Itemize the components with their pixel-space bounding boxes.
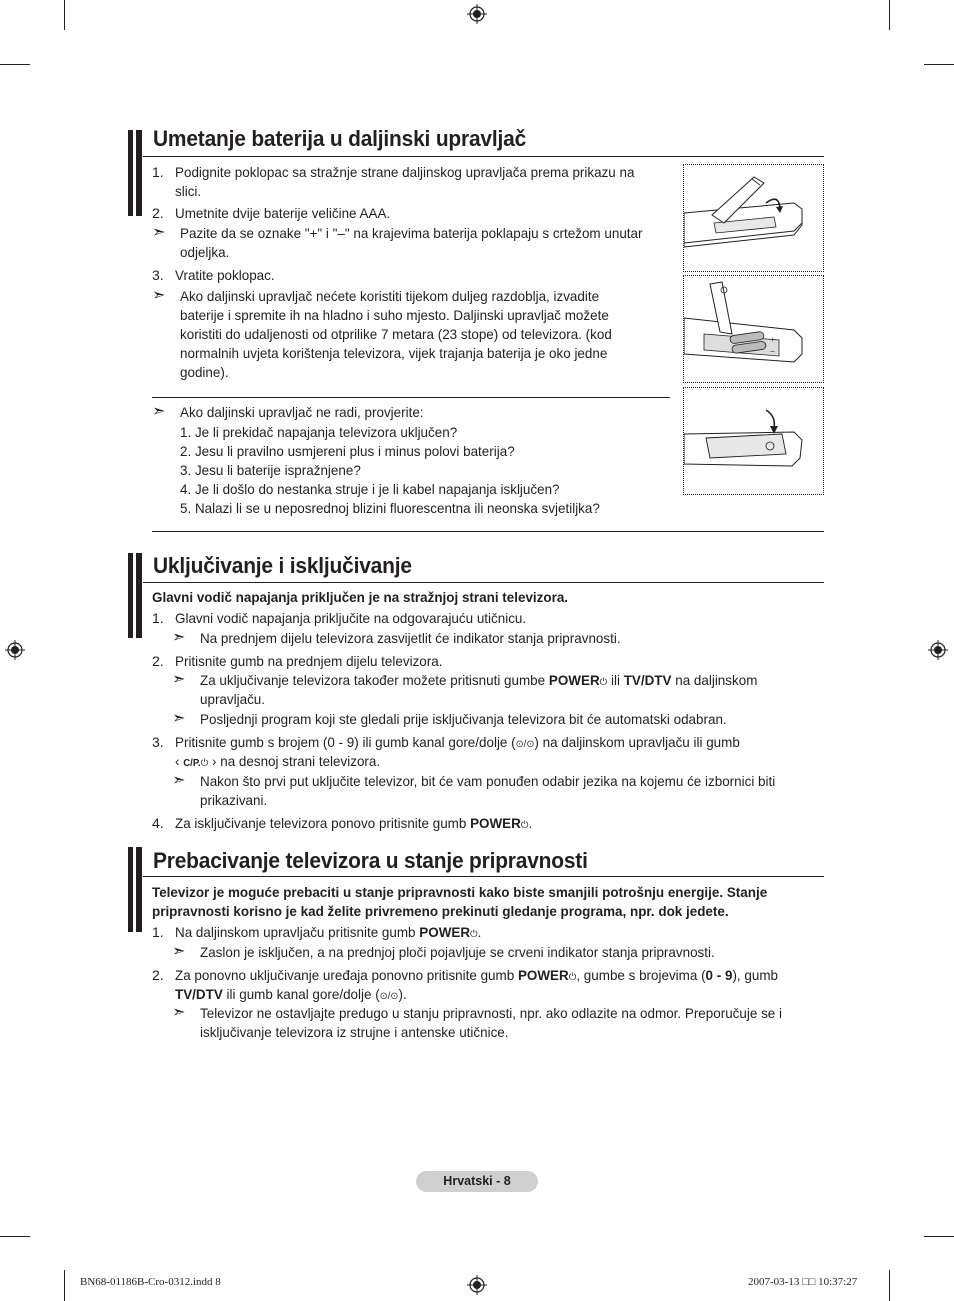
remote-cover-close-illustration [683, 387, 824, 495]
remote-cover-open-illustration [683, 164, 824, 272]
channel-up-down-icon: ⊙/⊙ [515, 739, 535, 750]
divider [152, 531, 824, 532]
section-marker [128, 847, 142, 932]
step-text-part: ili gumb kanal gore/dolje ( [222, 986, 380, 1002]
tv-dtv-button-label: TV/DTV [175, 986, 223, 1002]
step-number: 3. [152, 267, 164, 283]
step-text: Umetnite dvije baterije veličine AAA. [175, 205, 391, 221]
step-text-part: Pritisnite gumb s brojem (0 - 9) ili gumb kanal gore/dolje ( [175, 734, 516, 750]
step-number: 2. [152, 653, 164, 669]
chevron-right-icon: › [212, 753, 217, 769]
section-rule [143, 582, 824, 583]
page-number-badge: Hrvatski - 8 [416, 1171, 538, 1192]
note-arrow-icon: ➣ [172, 943, 186, 960]
section-title: Prebacivanje televizora u stanje pripravnosti [153, 848, 588, 873]
tv-dtv-button-label: TV/DTV [623, 672, 672, 688]
note-arrow-icon: ➣ [152, 403, 166, 420]
step-number: 4. [152, 815, 164, 831]
check-item: 2. Jesu li pravilno usmjereni plus i minus polovi baterija? [180, 443, 515, 459]
crop-mark [64, 0, 65, 30]
section-intro: Glavni vodič napajanja priključen je na stražnjoj strani televizora. [152, 589, 569, 605]
step-text-part: Na daljinskom upravljaču pritisnite gumb [175, 924, 420, 940]
power-button-label: POWER [419, 924, 471, 940]
step-text [175, 966, 778, 987]
note-arrow-icon: ➣ [172, 671, 186, 688]
note-text: baterije i spremite ih na hladno i suho mjesto. Daljinski upravljač možete [180, 307, 609, 323]
registration-mark-icon [928, 640, 948, 660]
note-arrow-icon: ➣ [152, 287, 166, 304]
power-icon: ⏻ [599, 677, 608, 688]
crop-mark [889, 1270, 890, 1301]
note-arrow-icon: ➣ [172, 629, 186, 646]
step-number: 1. [152, 924, 164, 940]
note-text: normalnih uvjeta korištenja televizora, vijek trajanja baterija je oko jedne [180, 345, 608, 361]
crop-mark [889, 0, 890, 30]
step-number: 2. [152, 967, 164, 983]
step-text-part: ), gumb [732, 967, 779, 983]
note-text: godine). [180, 364, 229, 380]
crop-mark [64, 1270, 65, 1301]
step-text [175, 814, 532, 835]
step-text: Podignite poklopac sa stražnje strane daljinskog upravljača prema prikazu na [175, 164, 635, 180]
step-text: slici. [175, 183, 202, 199]
section-intro: pripravnosti korisno je kad želite privremeno prekinuti gledanje programa, npr. dok jedete. [152, 903, 729, 919]
note-text: Zaslon je isključen, a na prednjoj ploči pojavljuje se crveni indikator stanja pripravnosti. [200, 944, 715, 960]
step-text-part: ). [398, 986, 407, 1002]
note-text: Televizor ne ostavljajte predugo u stanju pripravnosti, npr. ako odlazite na odmor. Preporučuje se i [200, 1005, 782, 1021]
step-text-part: na desnoj strani televizora. [220, 753, 381, 769]
number-range-label: 0 - 9 [705, 967, 733, 983]
step-text-part: . [477, 924, 482, 940]
divider [152, 397, 670, 398]
power-icon: ⏻ [568, 972, 577, 983]
registration-mark-icon [467, 1275, 487, 1295]
note-text: Posljednji program koji ste gledali prije isključivanja televizora bit će automatski odabran. [200, 711, 727, 727]
note-arrow-icon: ➣ [152, 224, 166, 241]
note-text-part: na daljinskom [671, 672, 758, 688]
step-number: 1. [152, 610, 164, 626]
step-text: Glavni vodič napajanja priključite na odgovarajuću utičnicu. [175, 610, 527, 626]
svg-text:+: + [770, 335, 775, 344]
crop-mark [0, 64, 30, 65]
registration-mark-icon [467, 4, 487, 24]
check-item: 5. Nalazi li se u neposrednoj blizini fluorescentna ili neonska svjetiljka? [180, 500, 600, 516]
step-text: Pritisnite gumb na prednjem dijelu televizora. [175, 653, 443, 669]
note-text: koristiti do udaljenosti od otprilike 7 metara (23 stope) od televizora. (kod [180, 326, 612, 342]
date-slug: 2007-03-13 □□ 10:37:27 [748, 1276, 858, 1288]
channel-up-down-icon: ⊙/⊙ [379, 991, 399, 1002]
note-arrow-icon: ➣ [172, 1004, 186, 1021]
step-text-part: Za ponovno uključivanje uređaja ponovno pritisnite gumb [175, 967, 518, 983]
step-text: Vratite poklopac. [175, 267, 275, 283]
note-text: odjeljka. [180, 244, 230, 260]
chevron-left-icon: ‹ [175, 753, 180, 769]
section-title: Umetanje baterija u daljinski upravljač [153, 126, 527, 151]
step-text [175, 985, 407, 1006]
step-text-part: Za isključivanje televizora ponovo pritisnite gumb [175, 815, 471, 831]
power-icon: ⏻ [200, 758, 209, 769]
step-text [175, 733, 740, 754]
check-item: 3. Jesu li baterije ispražnjene? [180, 462, 361, 478]
file-slug: BN68-01186B-Cro-0312.indd 8 [80, 1276, 221, 1288]
check-intro: Ako daljinski upravljač ne radi, provjerite: [180, 404, 424, 420]
step-number: 1. [152, 164, 164, 180]
step-text-part: . [528, 815, 533, 831]
cp-button-label: C/P. [183, 758, 201, 769]
svg-text:−: − [770, 347, 775, 356]
crop-mark [0, 1236, 30, 1237]
note-text: Pazite da se oznake "+" i "–" na krajevima baterija poklapaju s crtežom unutar [180, 225, 643, 241]
section-marker [128, 553, 142, 638]
step-text-part: , gumbe s brojevima ( [576, 967, 706, 983]
step-text-part: ) na daljinskom upravljaču ili gumb [534, 734, 740, 750]
power-button-label: POWER [548, 672, 600, 688]
section-title: Uključivanje i isključivanje [153, 553, 412, 578]
note-text-part: Za uključivanje televizora također možete pritisnuti gumbe [200, 672, 549, 688]
step-number: 2. [152, 205, 164, 221]
step-text [175, 923, 481, 944]
crop-mark [924, 64, 954, 65]
note-arrow-icon: ➣ [172, 710, 186, 727]
note-text: isključivanje televizora iz strujne i antenske utičnice. [200, 1024, 509, 1040]
section-rule [143, 156, 824, 157]
note-text [200, 671, 757, 692]
registration-mark-icon [5, 640, 25, 660]
section-rule [143, 876, 824, 877]
power-button-label: POWER [470, 815, 521, 831]
note-text: Nakon što prvi put uključite televizor, bit će vam ponuđen odabir jezika na kojemu će izbornici biti [200, 773, 776, 789]
note-text: Na prednjem dijelu televizora zasvijetlit će indikator stanja pripravnosti. [200, 630, 621, 646]
note-text: prikazivani. [200, 792, 268, 808]
section-marker [128, 130, 142, 216]
check-item: 1. Je li prekidač napajanja televizora uključen? [180, 424, 458, 440]
crop-mark [924, 1236, 954, 1237]
power-icon: ⏻ [520, 820, 529, 831]
section-intro: Televizor je moguće prebaciti u stanje pripravnosti kako biste smanjili potrošnju energije. Stanje [152, 884, 768, 900]
check-item: 4. Je li došlo do nestanka struje i je li kabel napajanja isključen? [180, 481, 560, 497]
note-text-part: ili [607, 672, 624, 688]
step-number: 3. [152, 734, 164, 750]
power-button-label: POWER [517, 967, 569, 983]
power-icon: ⏻ [470, 929, 478, 940]
step-text [175, 752, 380, 773]
note-arrow-icon: ➣ [172, 772, 186, 789]
remote-batteries-illustration [683, 275, 824, 383]
note-text: upravljaču. [200, 691, 265, 707]
note-text: Ako daljinski upravljač nećete koristiti tijekom duljeg razdoblja, izvadite [180, 288, 600, 304]
